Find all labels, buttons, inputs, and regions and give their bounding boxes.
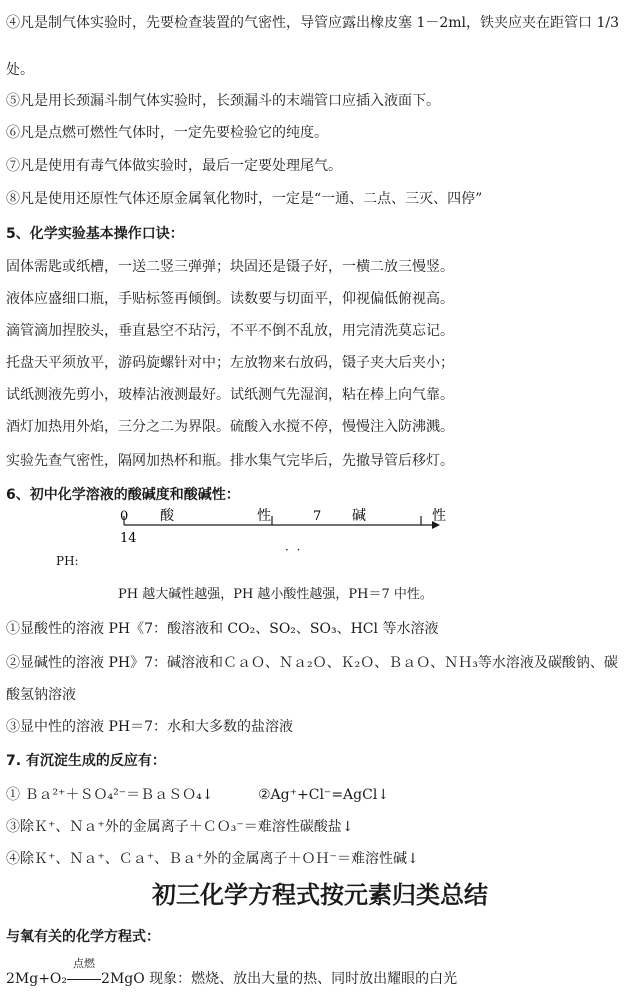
reaction-line: ① Ｂａ²⁺＋ＳＯ₄²⁻＝ＢａＳＯ₄↓ [6, 787, 214, 803]
rhyme-line: 酒灯加热用外焰，三分之二为界限。硫酸入水搅不停，慢慢注入防沸溅。 [6, 419, 454, 435]
section-heading: 7. 有沉淀生成的反应有： [6, 753, 166, 769]
ph-fourteen-label: 14 [120, 531, 137, 545]
text-line: ⑦凡是使用有毒气体做实验时，最后一定要处理尾气。 [6, 158, 342, 174]
ph-dots: · · [285, 543, 303, 557]
reaction-line: ②Ag⁺+Cl⁻=AgCl↓ [258, 787, 390, 803]
list-item: ①显酸性的溶液 PH《7：酸溶液和 CO₂、SO₂、SO₃、HCl 等水溶液 [6, 621, 439, 637]
text-line: 处。 [6, 62, 34, 78]
chemical-equation [6, 957, 458, 988]
ph-scale-diagram [0, 500, 460, 545]
list-item: ②显碱性的溶液 PH》7：碱溶液和ＣａＯ、Ｎａ₂Ｏ、Ｋ₂Ｏ、ＢａＯ、ＮＨ₃等水溶液及碳酸钠、碳 [6, 655, 618, 671]
equation-phenomenon: 现象：燃烧、放出大量的热、同时放出耀眼的白光 [149, 971, 458, 987]
equation-right: 2MgO [101, 971, 145, 987]
ph-base-suffix: 性 [432, 508, 446, 524]
ph-zero-label: 0 [120, 509, 129, 524]
reaction-line: ③除Ｋ⁺、Ｎａ⁺外的金属离子＋ＣＯ₃⁻＝难溶性碳酸盐↓ [6, 819, 354, 835]
section-heading: 6、初中化学溶液的酸碱度和酸碱性： [6, 487, 240, 503]
rhyme-line: 试纸测液先剪小，玻棒沾液测最好。试纸测气先湿润，粘在棒上向气靠。 [6, 387, 454, 403]
text-line: ④凡是制气体实验时，先要检查装置的气密性，导管应露出橡皮塞 1－2ml，铁夹应夹在距管口 1/3 [6, 15, 619, 31]
reaction-condition: 点燃 [73, 957, 96, 970]
rhyme-line: 滴管滴加捏胶头，垂直悬空不玷污，不平不倒不乱放，用完清洗莫忘记。 [6, 323, 454, 339]
ph-acid-suffix: 性 [257, 508, 271, 524]
section-heading: 与氧有关的化学方程式： [6, 929, 160, 945]
reaction-line: ④除Ｋ⁺、Ｎａ⁺、Ｃａ⁺、Ｂａ⁺外的金属离子＋ＯＨ⁻＝难溶性碱↓ [6, 851, 419, 867]
reaction-condition-arrow [67, 957, 101, 987]
ph-rule: PH 越大碱性越强，PH 越小酸性越强，PH＝7 中性。 [118, 587, 433, 602]
rhyme-line: 托盘天平须放平，游码旋螺针对中；左放物来右放码，镊子夹大后夹小； [6, 355, 454, 371]
ph-label: PH: [56, 554, 79, 568]
rhyme-line: 实验先查气密性，隔网加热杯和瓶。排水集气完毕后，先撤导管后移灯。 [6, 453, 454, 469]
equation-left: 2Mg+O₂ [6, 971, 68, 987]
list-item: ③显中性的溶液 PH＝7：水和大多数的盐溶液 [6, 719, 293, 735]
list-item: 酸氢钠溶液 [6, 687, 76, 703]
page-title: 初三化学方程式按元素归类总结 [152, 880, 488, 909]
ph-acid-label: 酸 [160, 508, 174, 524]
text-line: ⑥凡是点燃可燃性气体时，一定先要检验它的纯度。 [6, 125, 328, 141]
ph-base-label: 碱 [352, 508, 366, 524]
text-line: ⑤凡是用长颈漏斗制气体实验时，长颈漏斗的末端管口应插入液面下。 [6, 93, 440, 109]
rhyme-line: 液体应盛细口瓶，手贴标签再倾倒。读数要与切面平，仰视偏低俯视高。 [6, 291, 454, 307]
rhyme-line: 固体需匙或纸槽，一送二竖三弹弹；块固还是镊子好，一横二放三慢竖。 [6, 259, 454, 275]
text-line: ⑧凡是使用还原性气体还原金属氧化物时，一定是“一通、二点、三灭、四停” [6, 191, 483, 207]
section-heading: 5、化学实验基本操作口诀： [6, 226, 184, 242]
ph-seven-label: 7 [313, 509, 322, 524]
